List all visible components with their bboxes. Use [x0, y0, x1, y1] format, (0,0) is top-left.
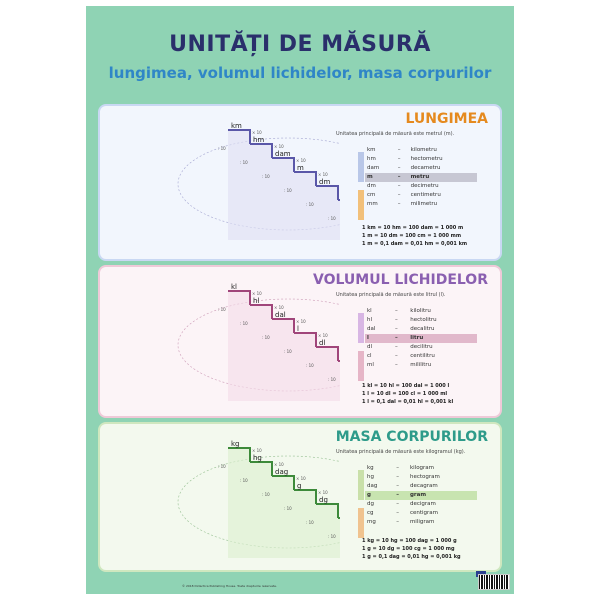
unit-cell: centilitru — [410, 353, 435, 359]
unit-cell: dm — [367, 183, 376, 189]
unit-cell: gram — [408, 491, 477, 500]
unit-cell: decilitru — [410, 344, 433, 350]
stair-label: dag — [275, 468, 289, 476]
volume-multiples-bar — [358, 313, 364, 343]
unit-cell: kilogram — [409, 465, 435, 471]
volume-panel — [98, 265, 502, 418]
unit-cell: hectometru — [410, 156, 443, 162]
unit-cell: dag — [367, 483, 378, 489]
copyright-footer: © 2018 Didactica Publishing House. Toate drepturile rezervate. — [182, 584, 277, 588]
multiply-label: × 10 — [318, 490, 328, 495]
divide-label: : 10 — [284, 349, 292, 354]
mass-table — [365, 464, 477, 527]
stair-label: l — [297, 325, 299, 333]
stair-step — [338, 518, 340, 558]
unit-cell: – — [394, 491, 408, 500]
unit-row — [365, 473, 477, 482]
unit-cell: – — [396, 483, 399, 489]
equation-line: 1 kl = 10 hl = 100 dal = 1 000 l — [362, 383, 450, 389]
unit-cell: decigram — [409, 501, 436, 507]
equation-line: 1 kg = 10 hg = 100 dag = 1 000 g — [362, 538, 457, 544]
length-multiples-bar — [358, 152, 364, 182]
equation-line: 1 g = 0,1 dag = 0,01 hg = 0,001 kg — [362, 554, 461, 560]
unit-cell: decagram — [409, 483, 438, 489]
unit-cell: – — [397, 183, 401, 189]
divide-label: : 10 — [240, 160, 248, 165]
unit-cell: – — [395, 362, 398, 368]
unit-cell: decametru — [410, 165, 441, 171]
divide-label: : 10 — [218, 307, 226, 312]
unit-cell: – — [397, 165, 401, 171]
divide-label: : 10 — [328, 534, 336, 539]
stair-label: km — [231, 122, 242, 130]
unit-cell: – — [397, 156, 401, 162]
divide-label: : 10 — [240, 321, 248, 326]
unit-cell: milimetru — [410, 201, 438, 207]
divide-label: : 10 — [218, 464, 226, 469]
divide-label: : 10 — [306, 520, 314, 525]
multiply-label: × 10 — [296, 476, 306, 481]
divide-label: : 10 — [306, 363, 314, 368]
stair-step — [316, 347, 338, 401]
unit-cell: hg — [367, 474, 374, 480]
mass-panel — [98, 422, 502, 572]
volume-stairs — [110, 275, 340, 415]
length-table — [365, 146, 477, 209]
mass-submultiples-bar — [358, 508, 364, 538]
unit-row — [365, 200, 477, 209]
unit-cell: centimetru — [410, 192, 441, 198]
equation-line: 1 l = 0,1 dal = 0,01 hl = 0,001 kl — [362, 399, 454, 405]
divide-label: : 10 — [306, 202, 314, 207]
mass-definition: Unitatea principală de măsură este kilogramul (kg). — [336, 449, 466, 455]
stair-label: m — [297, 164, 304, 172]
multiply-label: × 10 — [252, 130, 262, 135]
length-definition: Unitatea principală de măsură este metrul (m). — [336, 131, 455, 137]
poster-subtitle: lungimea, volumul lichidelor, masa corpurilor — [108, 64, 492, 82]
unit-cell: – — [395, 308, 398, 314]
unit-cell: – — [395, 344, 398, 350]
unit-row — [365, 191, 477, 200]
unit-cell: ml — [367, 362, 374, 368]
barcode-icon — [478, 574, 510, 590]
unit-row — [365, 509, 477, 518]
divide-label: : 10 — [218, 146, 226, 151]
multiply-label: × 10 — [252, 291, 262, 296]
length-stairs — [110, 114, 340, 254]
unit-cell: cg — [367, 510, 374, 516]
unit-cell: – — [396, 474, 399, 480]
unit-cell: – — [396, 173, 409, 182]
unit-cell: – — [396, 510, 399, 516]
volume-table — [365, 307, 477, 370]
length-panel — [98, 104, 502, 261]
unit-cell: – — [397, 147, 401, 153]
length-panel-title: LUNGIMEA — [405, 111, 488, 127]
unit-cell: hectogram — [409, 474, 440, 480]
multiply-label: × 10 — [296, 319, 306, 324]
stair-step — [316, 186, 338, 240]
poster — [86, 6, 514, 594]
unit-cell: dam — [367, 165, 380, 171]
unit-cell: km — [367, 147, 376, 153]
unit-row — [365, 182, 477, 191]
stair-label: hg — [253, 454, 262, 462]
volume-equations — [362, 382, 502, 406]
unit-cell: litru — [408, 334, 477, 343]
multiply-label: × 10 — [296, 158, 306, 163]
stair-label: g — [297, 482, 302, 490]
stair-step — [272, 476, 294, 558]
unit-row — [365, 155, 477, 164]
unit-cell: – — [395, 326, 398, 332]
stair-step — [272, 319, 294, 401]
unit-cell: kl — [367, 308, 372, 314]
unit-cell: hm — [367, 156, 376, 162]
mass-multiples-bar — [358, 470, 364, 500]
unit-cell: miligram — [409, 519, 435, 525]
unit-cell: decimetru — [410, 183, 439, 189]
unit-cell: metru — [409, 173, 477, 182]
mass-panel-title: MASA CORPURILOR — [335, 429, 488, 445]
multiply-label: × 10 — [274, 144, 284, 149]
multiply-label: × 10 — [318, 333, 328, 338]
unit-cell: – — [396, 465, 399, 471]
length-equations — [362, 224, 502, 248]
stair-label: dal — [275, 311, 286, 319]
unit-row — [365, 482, 477, 491]
multiply-label: × 10 — [252, 448, 262, 453]
stair-label: dg — [319, 496, 328, 504]
unit-row — [365, 307, 477, 316]
stair-step — [338, 200, 340, 240]
divide-label: : 10 — [328, 377, 336, 382]
stair-step — [228, 130, 250, 240]
multiply-label: × 10 — [274, 305, 284, 310]
unit-row — [365, 500, 477, 509]
unit-cell: g — [365, 491, 394, 500]
stair-label: kg — [231, 440, 240, 448]
unit-row — [365, 518, 477, 527]
stair-label: hl — [253, 297, 260, 305]
unit-row — [365, 325, 477, 334]
stair-step — [228, 448, 250, 558]
unit-cell: decalitru — [410, 326, 435, 332]
unit-row — [365, 361, 477, 370]
unit-cell: – — [393, 334, 408, 343]
divide-label: : 10 — [284, 506, 292, 511]
unit-row — [365, 146, 477, 155]
divide-label: : 10 — [262, 492, 270, 497]
unit-cell: kilometru — [410, 147, 437, 153]
stair-label: dm — [319, 178, 331, 186]
unit-cell: – — [397, 192, 401, 198]
unit-cell: – — [395, 317, 398, 323]
unit-cell: mg — [367, 519, 376, 525]
stair-step — [250, 305, 272, 401]
stair-step — [316, 504, 338, 558]
divide-label: : 10 — [328, 216, 336, 221]
unit-cell: m — [365, 173, 396, 182]
unit-cell: l — [365, 334, 393, 343]
stair-step — [272, 158, 294, 240]
unit-row — [365, 334, 477, 343]
unit-row — [365, 173, 477, 182]
unit-row — [365, 164, 477, 173]
unit-row — [365, 491, 477, 500]
unit-cell: – — [396, 519, 399, 525]
multiply-label: × 10 — [318, 172, 328, 177]
divide-label: : 10 — [284, 188, 292, 193]
stair-step — [250, 144, 272, 240]
unit-cell: cl — [367, 353, 372, 359]
mass-equations — [362, 537, 502, 561]
unit-cell: kg — [367, 465, 374, 471]
equation-line: 1 m = 10 dm = 100 cm = 1 000 mm — [362, 233, 462, 239]
unit-cell: dl — [367, 344, 373, 350]
stair-step — [228, 291, 250, 401]
volume-submultiples-bar — [358, 351, 364, 381]
stair-step — [250, 462, 272, 558]
stair-label: hm — [253, 136, 265, 144]
unit-cell: mililitru — [410, 362, 432, 368]
equation-line: 1 km = 10 hm = 100 dam = 1 000 m — [362, 225, 464, 231]
stair-step — [338, 361, 340, 401]
unit-cell: hectolitru — [410, 317, 437, 323]
unit-cell: hl — [367, 317, 373, 323]
unit-cell: – — [396, 501, 399, 507]
divide-label: : 10 — [240, 478, 248, 483]
unit-cell: mm — [367, 201, 378, 207]
stair-label: dl — [319, 339, 326, 347]
volume-definition: Unitatea principală de măsură este litrul (l). — [336, 292, 446, 298]
poster-title: UNITĂȚI DE MĂSURĂ — [169, 32, 431, 57]
unit-row — [365, 352, 477, 361]
stair-label: kl — [231, 283, 237, 291]
divide-label: : 10 — [262, 174, 270, 179]
unit-cell: – — [395, 353, 398, 359]
unit-cell: dal — [367, 326, 376, 332]
mass-stairs — [110, 432, 340, 572]
volume-panel-title: VOLUMUL LICHIDELOR — [313, 272, 488, 288]
equation-line: 1 l = 10 dl = 100 cl = 1 000 ml — [362, 391, 448, 397]
equation-line: 1 g = 10 dg = 100 cg = 1 000 mg — [362, 546, 455, 552]
unit-row — [365, 464, 477, 473]
equation-line: 1 m = 0,1 dam = 0,01 hm = 0,001 km — [362, 241, 468, 247]
unit-row — [365, 316, 477, 325]
length-submultiples-bar — [358, 190, 364, 220]
multiply-label: × 10 — [274, 462, 284, 467]
divide-label: : 10 — [262, 335, 270, 340]
unit-cell: cm — [367, 192, 376, 198]
unit-row — [365, 343, 477, 352]
unit-cell: kilolitru — [410, 308, 431, 314]
unit-cell: centigram — [409, 510, 439, 516]
unit-cell: – — [397, 201, 401, 207]
unit-cell: dg — [367, 501, 374, 507]
stair-label: dam — [275, 150, 291, 158]
